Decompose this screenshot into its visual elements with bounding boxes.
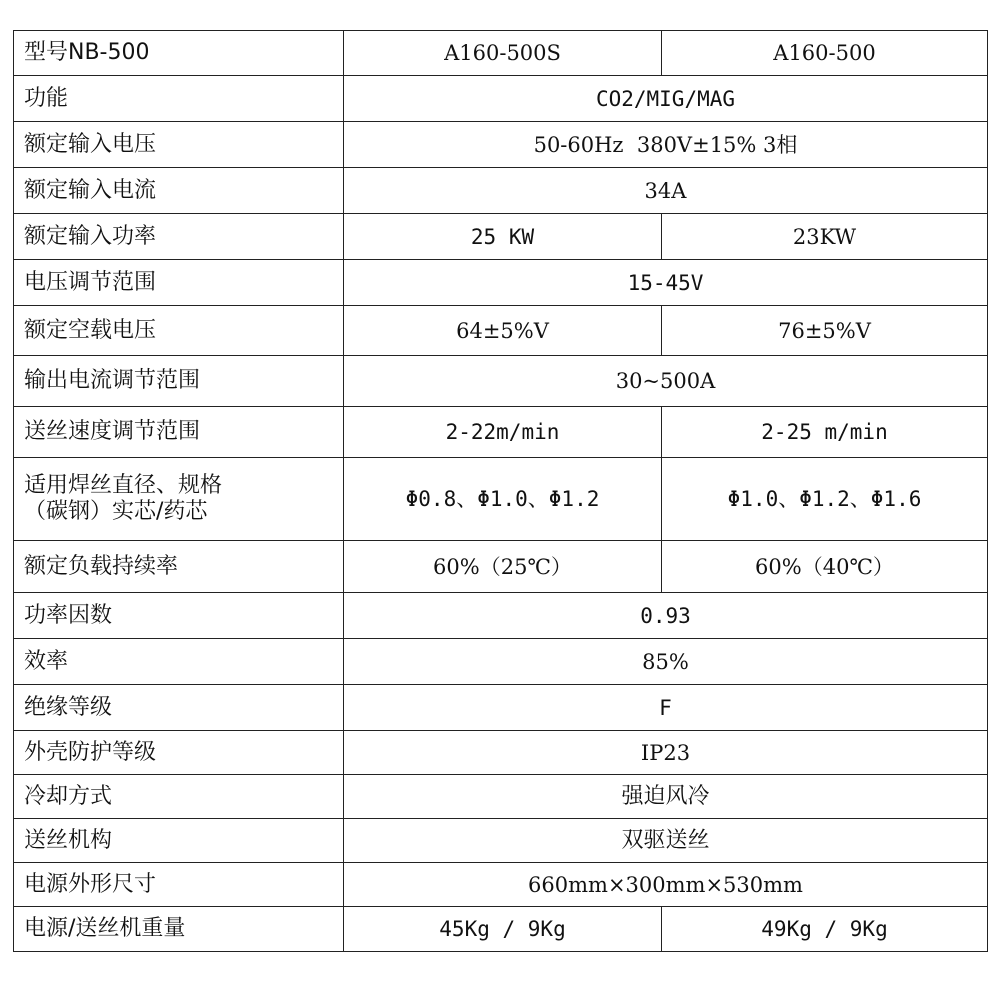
output-current-range-label: 输出电流调节范围 <box>14 356 344 407</box>
no-load-voltage-value-b: 76±5%V <box>662 306 988 356</box>
function-label: 功能 <box>14 76 344 122</box>
wire-feed-speed-label: 送丝速度调节范围 <box>14 407 344 458</box>
cooling-value: 强迫风冷 <box>344 775 988 819</box>
input-voltage-value: 50-60Hz 380V±15% 3相 <box>344 122 988 168</box>
table-row-insulation-class <box>14 685 988 731</box>
table-row-efficiency <box>14 639 988 685</box>
duty-cycle-label: 额定负载持续率 <box>14 541 344 593</box>
table-row-duty-cycle <box>14 541 988 593</box>
table-row-model <box>14 31 988 76</box>
wire-feeder-value: 双驱送丝 <box>344 819 988 863</box>
table-row-dimensions <box>14 863 988 907</box>
insulation-class-label: 绝缘等级 <box>14 685 344 731</box>
table-row-output-current-range <box>14 356 988 407</box>
power-factor-value: 0.93 <box>344 593 988 639</box>
no-load-voltage-value-a: 64±5%V <box>344 306 662 356</box>
table-row-voltage-range <box>14 260 988 306</box>
model-b-header: A160-500 <box>662 31 988 76</box>
table-row-input-voltage <box>14 122 988 168</box>
model-a-header: A160-500S <box>344 31 662 76</box>
weight-value-a: 45Kg / 9Kg <box>344 907 662 952</box>
wire-feed-speed-value-a: 2-22m/min <box>344 407 662 458</box>
dimensions-value: 660mm×300mm×530mm <box>344 863 988 907</box>
dimensions-label: 电源外形尺寸 <box>14 863 344 907</box>
duty-cycle-value-a: 60%（25℃） <box>344 541 662 593</box>
enclosure-class-label: 外壳防护等级 <box>14 731 344 775</box>
input-power-value-b: 23KW <box>662 214 988 260</box>
table-row-power-factor <box>14 593 988 639</box>
cooling-label: 冷却方式 <box>14 775 344 819</box>
enclosure-class-value: IP23 <box>344 731 988 775</box>
table-row-enclosure-class <box>14 731 988 775</box>
table-row-weight <box>14 907 988 952</box>
voltage-range-label: 电压调节范围 <box>14 260 344 306</box>
power-factor-label: 功率因数 <box>14 593 344 639</box>
input-power-label: 额定输入功率 <box>14 214 344 260</box>
insulation-class-value: F <box>344 685 988 731</box>
table-row-cooling <box>14 775 988 819</box>
input-current-value: 34A <box>344 168 988 214</box>
wire-diameter-label <box>14 458 344 541</box>
efficiency-label: 效率 <box>14 639 344 685</box>
wire-diameter-label-line1: 适用焊丝直径、规格 <box>24 473 223 498</box>
table-row-no-load-voltage <box>14 306 988 356</box>
table-row-wire-feed-speed <box>14 407 988 458</box>
table-row-wire-diameter <box>14 458 988 541</box>
model-label: 型号NB-500 <box>14 31 344 76</box>
input-power-value-a: 25 KW <box>344 214 662 260</box>
table-row-input-current <box>14 168 988 214</box>
spec-table <box>13 30 988 952</box>
wire-diameter-label-line2: （碳钢）实芯/药芯 <box>24 499 208 524</box>
wire-diameter-value-a: Φ0.8、Φ1.0、Φ1.2 <box>344 458 662 541</box>
no-load-voltage-label: 额定空载电压 <box>14 306 344 356</box>
weight-value-b: 49Kg / 9Kg <box>662 907 988 952</box>
duty-cycle-value-b: 60%（40℃） <box>662 541 988 593</box>
wire-feeder-label: 送丝机构 <box>14 819 344 863</box>
output-current-range-value: 30~500A <box>344 356 988 407</box>
input-current-label: 额定输入电流 <box>14 168 344 214</box>
table-row-input-power <box>14 214 988 260</box>
table-row-wire-feeder <box>14 819 988 863</box>
table-row-function <box>14 76 988 122</box>
input-voltage-label: 额定输入电压 <box>14 122 344 168</box>
voltage-range-value: 15-45V <box>344 260 988 306</box>
wire-diameter-value-b: Φ1.0、Φ1.2、Φ1.6 <box>662 458 988 541</box>
weight-label: 电源/送丝机重量 <box>14 907 344 952</box>
function-value: CO2/MIG/MAG <box>344 76 988 122</box>
efficiency-value: 85% <box>344 639 988 685</box>
wire-feed-speed-value-b: 2-25 m/min <box>662 407 988 458</box>
